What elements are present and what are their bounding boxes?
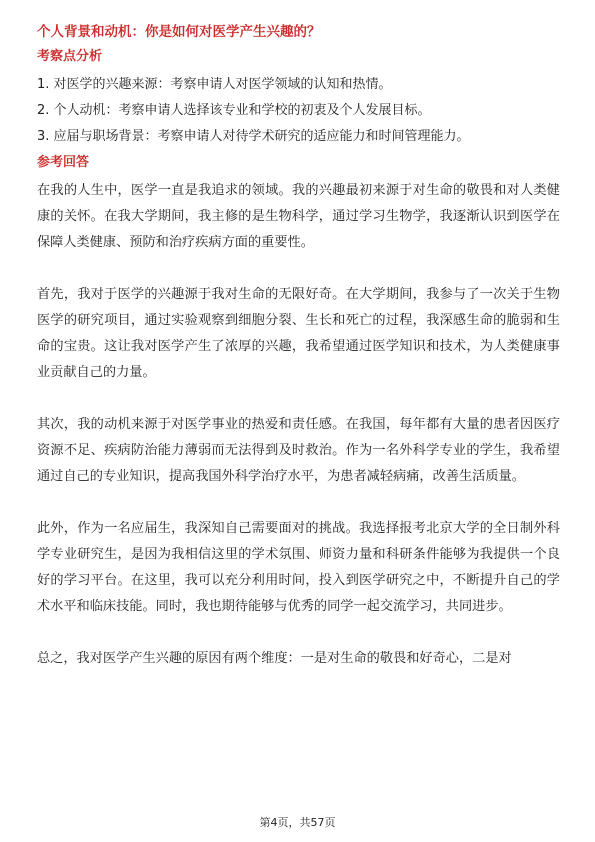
answer-paragraph: 首先，我对于医学的兴趣源于我对生命的无限好奇。在大学期间，我参与了一次关于生物医学的研究项目，通过实验观察到细胞分裂、生长和死亡的过程，我深感生命的脆弱和生命的宝贵。这让我对医学产生了浓厚的兴趣，我希望通过医学知识和技术，为人类健康事业贡献自己的力量。 — [37, 287, 560, 380]
document-page — [37, 22, 560, 698]
answer-paragraph: 其次，我的动机来源于对医学事业的热爱和责任感。在我国，每年都有大量的患者因医疗资源不足、疾病防治能力薄弱而无法得到及时救治。作为一名外科学专业的学生，我希望通过自己的专业知识，提高我国外科学治疗水平，为患者减轻病痛，改善生活质量。 — [37, 417, 560, 484]
answer-body — [37, 178, 560, 672]
answer-title: 参考回答 — [37, 155, 90, 170]
answer-paragraph: 此外，作为一名应届生，我深知自己需要面对的挑战。我选择报考北京大学的全日制外科学专业研究生，是因为我相信这里的学术氛围、师资力量和科研条件能够为我提供一个良好的学习平台。在这里，我可以充分利用时间，投入到医学研究之中，不断提升自己的学术水平和临床技能。同时，我也期待能够与优秀的同学一起交流学习，共同进步。 — [37, 521, 560, 614]
analysis-item: 2. 个人动机：考察申请人选择该专业和学校的初衷及个人发展目标。 — [37, 103, 431, 118]
answer-paragraph: 在我的人生中，医学一直是我追求的领域。我的兴趣最初来源于对生命的敬畏和对人类健康的关怀。在我大学期间，我主修的是生物科学，通过学习生物学，我逐渐认识到医学在保障人类健康、预防和治疗疾病方面的重要性。 — [37, 183, 560, 250]
analysis-item: 1. 对医学的兴趣来源：考察申请人对医学领域的认知和热情。 — [37, 77, 392, 92]
analysis-item: 3. 应届与职场背景：考察申请人对待学术研究的适应能力和时间管理能力。 — [37, 129, 470, 144]
page-footer: 第4页，共57页 — [259, 816, 336, 829]
analysis-title: 考察点分析 — [37, 49, 103, 64]
analysis-list — [37, 72, 560, 150]
question-heading: 个人背景和动机：你是如何对医学产生兴趣的？ — [37, 24, 321, 40]
answer-paragraph: 总之，我对医学产生兴趣的原因有两个维度：一是对生命的敬畏和好奇心，二是对 — [37, 651, 512, 666]
